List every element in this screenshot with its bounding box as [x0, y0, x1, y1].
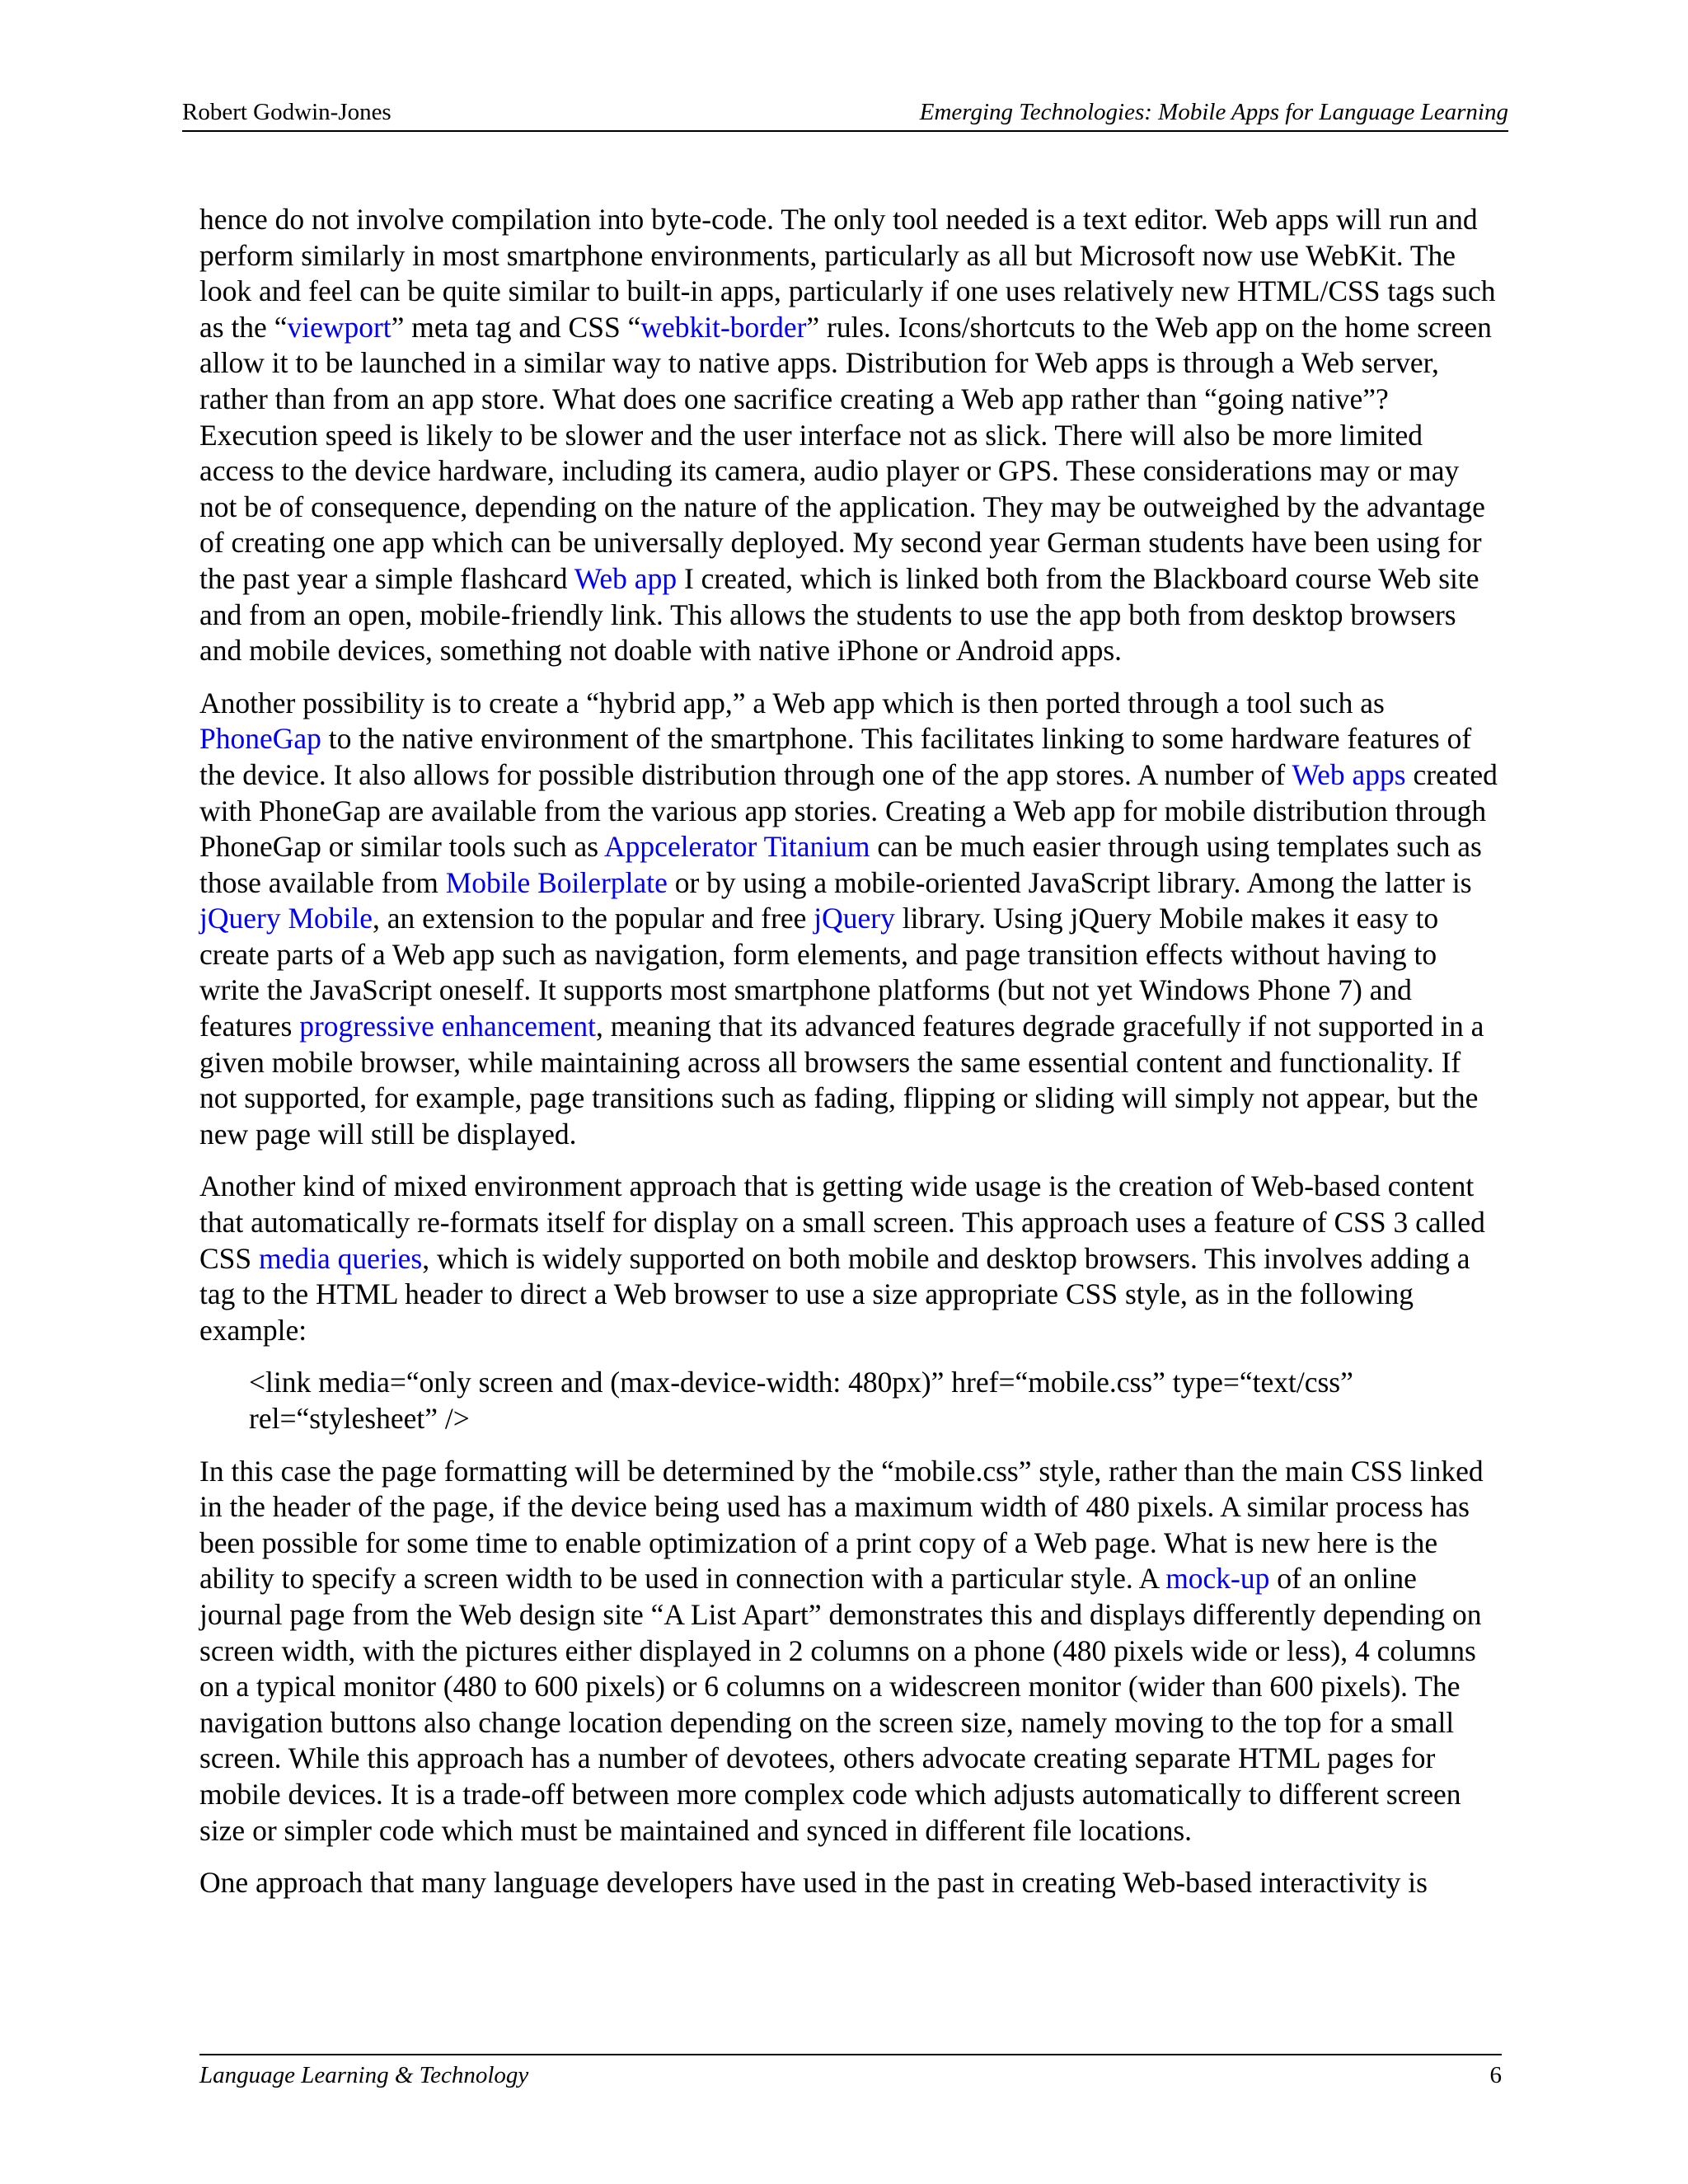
text-run: , which is widely supported on both mobile and desktop browsers. This involves adding a tag to the HTML header to direct a Web browser to use a size appropriate CSS style, as in the following example:	[199, 1241, 1470, 1347]
hyperlink[interactable]: jQuery	[814, 902, 895, 935]
text-run: ” meta tag and CSS “	[391, 310, 641, 344]
text-run: In this case the page formatting will be determined by the “mobile.css” style, rather than the main CSS linked in the header of the page, if the device being used has a maximum width of 480 pixels. A similar process has been possible for some time to enable optimization of a print copy of a Web page. What is new here is the ability to specify a screen width to be used in connection with a particular style. A	[199, 1454, 1484, 1596]
text-run: One approach that many language developers have used in the past in creating Web-based interactivity is	[199, 1866, 1428, 1900]
header-article-title: Emerging Technologies: Mobile Apps for Language Learning	[919, 99, 1508, 125]
hyperlink[interactable]: webkit-border	[640, 310, 807, 344]
hyperlink[interactable]: Web apps	[1292, 757, 1406, 791]
hyperlink[interactable]: PhoneGap	[199, 722, 321, 756]
text-run: hence do not involve compilation into byte-code. The only tool needed is a text editor. Web apps will run and perform similarly in most smartphone environments, particularly as all but Microsoft now use WebKit. The look and feel can be quite similar to built-in apps, particularly if one uses relatively new HTML/CSS tags such as the “	[199, 203, 1496, 344]
page-number: 6	[1489, 2062, 1502, 2088]
hyperlink[interactable]: Web app	[574, 561, 678, 595]
text-run: can be much easier through using templates such as those available from	[199, 830, 1482, 899]
hyperlink[interactable]: media queries	[259, 1241, 423, 1275]
text-run: ” rules. Icons/shortcuts to the Web app on the home screen allow it to be launched in a similar way to native apps. Distribution for Web apps is through a Web server, rather than from an app store. What does one sacrifice creating a Web app rather than “going native”? Execution speed is likely to be slower and the user interface not as slick. There will also be more limited access to the device hardware, including its camera, audio player or GPS. These considerations may or may not be of consequence, depending on the nature of the application. They may be outweighed by the advantage of creating one app which can be universally deployed. My second year German students have been using for the past year a simple flashcard	[199, 310, 1492, 595]
hyperlink[interactable]: viewport	[287, 310, 392, 344]
running-header	[182, 96, 1508, 132]
article-body	[199, 202, 1502, 1918]
text-run: or by using a mobile-oriented JavaScript library. Among the latter is	[667, 865, 1472, 899]
paragraph-2	[199, 686, 1502, 1153]
text-run: , meaning that its advanced features degrade gracefully if not supported in a given mobile browser, while maintaining across all browsers the same essential content and functionality. If not supported, for example, page transitions such as fading, flipping or sliding will simply not appear, but the new page will still be displayed.	[199, 1010, 1484, 1151]
text-run: Another kind of mixed environment approach that is getting wide usage is the creation of Web-based content that automatically re-formats itself for display on a small screen. This approach uses a feature of CSS 3 called CSS	[199, 1169, 1485, 1275]
code-example: <link media=“only screen and (max-device-width: 480px)” href=“mobile.css” type=“text/css” rel=“stylesheet” />	[249, 1366, 1353, 1435]
header-author: Robert Godwin-Jones	[182, 99, 392, 125]
hyperlink[interactable]: Mobile Boilerplate	[445, 865, 668, 899]
text-run: , an extension to the popular and free	[373, 902, 814, 935]
text-run: to the native environment of the smartphone. This facilitates linking to some hardware features of the device. It also allows for possible distribution through one of the app stores. A number of	[199, 722, 1472, 791]
hyperlink[interactable]: progressive enhancement	[299, 1010, 597, 1043]
hyperlink[interactable]: mock-up	[1165, 1562, 1270, 1596]
footer-journal-name: Language Learning & Technology	[199, 2062, 529, 2088]
paragraph-5	[199, 1865, 1502, 1901]
paragraph-4	[199, 1454, 1502, 1849]
hyperlink[interactable]: jQuery Mobile	[199, 902, 373, 935]
text-run: library. Using jQuery Mobile makes it easy to create parts of a Web app such as navigation, form elements, and page transition effects without having to write the JavaScript oneself. It supports most smartphone platforms (but not yet Windows Phone 7) and features	[199, 902, 1439, 1043]
hyperlink[interactable]: Appcelerator Titanium	[604, 830, 870, 864]
paragraph-3	[199, 1169, 1502, 1348]
running-footer	[199, 2054, 1502, 2092]
text-run: created with PhoneGap are available from the various app stories. Creating a Web app for mobile distribution through PhoneGap or similar tools such as	[199, 757, 1498, 864]
text-run: Another possibility is to create a “hybrid app,” a Web app which is then ported through a tool such as	[199, 686, 1385, 719]
text-run: I created, which is linked both from the Blackboard course Web site and from an open, mobile-friendly link. This allows the students to use the app both from desktop browsers and mobile devices, something not doable with native iPhone or Android apps.	[199, 561, 1479, 668]
text-run: of an online journal page from the Web design site “A List Apart” demonstrates this and displays differently depending on screen width, with the pictures either displayed in 2 columns on a phone (480 pixels wide or less), 4 columns on a typical monitor (480 to 600 pixels) or 6 columns on a widescreen monitor (wider than 600 pixels). The navigation buttons also change location depending on the screen size, namely moving to the top for a small screen. While this approach has a number of devotees, others advocate creating separate HTML pages for mobile devices. It is a trade-off between more complex code which adjusts automatically to different screen size or simpler code which must be maintained and synced in different file locations.	[199, 1562, 1482, 1847]
paragraph-1	[199, 202, 1502, 669]
